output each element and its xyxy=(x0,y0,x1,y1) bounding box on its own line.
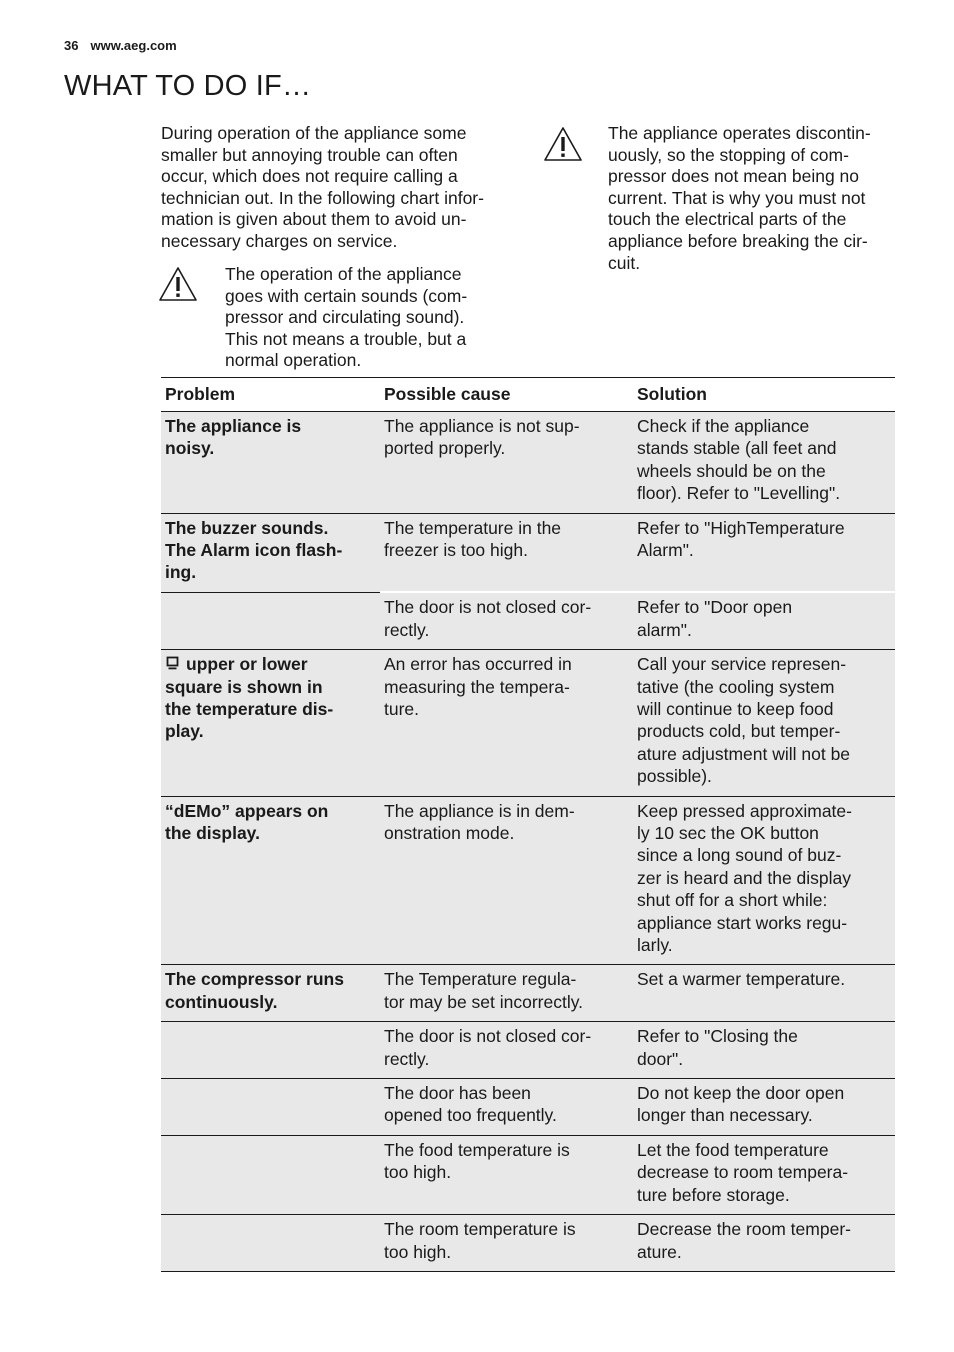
problem-cell: “dEMo” appears on the display. xyxy=(161,796,380,965)
solution-cell: Check if the appliance stands stable (all feet and wheels should be on the floor). Refer to "Levelling". xyxy=(633,412,895,514)
header-solution: Solution xyxy=(633,378,895,412)
table-row xyxy=(161,1079,895,1136)
table-row xyxy=(161,796,895,965)
square-display-icon xyxy=(165,656,180,671)
solution-cell: Refer to "HighTemperature Alarm". xyxy=(633,513,895,592)
warning-text-sounds: The operation of the appliance goes with certain sounds (com- pressor and circulating sound). This not means a trouble, but a normal operation. xyxy=(225,264,468,371)
troubleshooting-table xyxy=(161,377,895,1272)
cause-cell: An error has occurred in measuring the tempera- ture. xyxy=(380,650,633,796)
solution-cell: Keep pressed approximate- ly 10 sec the OK button since a long sound of buz- zer is heard and the display shut off for a short while: appliance start works regu- larly. xyxy=(633,796,895,965)
intro-paragraph: During operation of the appliance some smaller but annoying trouble can often occur, which does not require calling a technician out. In the following chart infor- mation is given about them to avoid un- necessary charges on service. xyxy=(161,123,484,251)
table-row xyxy=(161,513,895,592)
cause-cell: The temperature in the freezer is too high. xyxy=(380,513,633,592)
page-title: WHAT TO DO IF… xyxy=(64,70,312,102)
warning-triangle-icon xyxy=(543,126,583,162)
table-row xyxy=(161,1022,895,1079)
table-row xyxy=(161,1215,895,1272)
problem-cell xyxy=(161,1135,380,1214)
warning-triangle-icon xyxy=(158,266,198,302)
cause-cell: The food temperature is too high. xyxy=(380,1135,633,1214)
table-row xyxy=(161,650,895,796)
cause-cell: The appliance is in dem- onstration mode. xyxy=(380,796,633,965)
table-row xyxy=(161,1135,895,1214)
table-row xyxy=(161,965,895,1022)
solution-cell: Do not keep the door open longer than necessary. xyxy=(633,1079,895,1136)
cause-cell: The room temperature is too high. xyxy=(380,1215,633,1272)
solution-cell: Let the food temperature decrease to room tempera- ture before storage. xyxy=(633,1135,895,1214)
problem-cell: The buzzer sounds. The Alarm icon flash- ing. xyxy=(161,513,380,592)
cause-cell: The appliance is not sup- ported properly. xyxy=(380,412,633,514)
solution-cell: Set a warmer temperature. xyxy=(633,965,895,1022)
table-header-row xyxy=(161,378,895,412)
table-row xyxy=(161,412,895,514)
cause-cell: The door is not closed cor- rectly. xyxy=(380,592,633,649)
cause-cell: The door is not closed cor- rectly. xyxy=(380,1022,633,1079)
problem-cell: The compressor runs continuously. xyxy=(161,965,380,1022)
problem-text: upper or lower square is shown in the temperature dis- play. xyxy=(165,654,334,742)
cause-cell: The Temperature regula- tor may be set incorrectly. xyxy=(380,965,633,1022)
page-header xyxy=(64,38,177,53)
page-number: 36 xyxy=(64,38,79,53)
problem-cell xyxy=(161,1079,380,1136)
problem-cell xyxy=(161,650,380,796)
solution-cell: Call your service represen- tative (the cooling system will continue to keep food products cold, but temper- ature adjustment will not be possible). xyxy=(633,650,895,796)
solution-cell: Refer to "Closing the door". xyxy=(633,1022,895,1079)
solution-cell: Decrease the room temper- ature. xyxy=(633,1215,895,1272)
cause-cell: The door has been opened too frequently. xyxy=(380,1079,633,1136)
header-problem: Problem xyxy=(161,378,380,412)
problem-cell: The appliance is noisy. xyxy=(161,412,380,514)
header-possible-cause: Possible cause xyxy=(380,378,633,412)
table-row xyxy=(161,592,895,649)
warning-text-electrical: The appliance operates discontin- uously, so the stopping of com- pressor does not mean being no current. That is why you must not touch the electrical parts of the appliance before breaking the cir- cuit. xyxy=(608,123,871,273)
solution-cell: Refer to "Door open alarm". xyxy=(633,592,895,649)
problem-cell xyxy=(161,592,380,649)
problem-cell xyxy=(161,1215,380,1272)
problem-cell xyxy=(161,1022,380,1079)
website-url: www.aeg.com xyxy=(90,38,177,53)
